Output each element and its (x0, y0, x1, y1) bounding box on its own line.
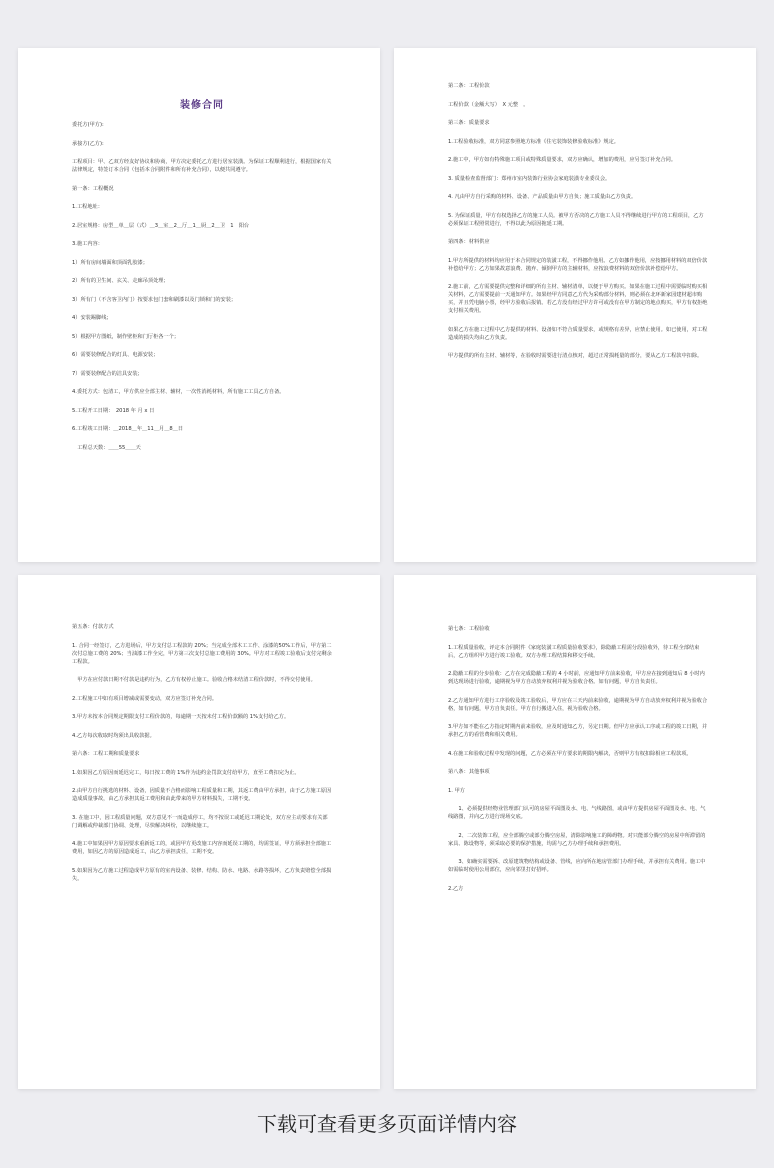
paragraph: 2.施工中，甲方如有特殊施工项目或特殊质量要求，双方应确认，增加的费用，应另签订补充合同。 (448, 157, 677, 163)
page-2-text (448, 82, 708, 360)
paragraph: 第七条：工程验收 (448, 626, 490, 632)
paragraph: 7）需要装修配合的洁具安装； (72, 370, 143, 377)
paragraph: 3.甲方未按本合同规定期限支付工程价款的，每逾期一天按未付工程价款额的 1%支付给乙方。 (72, 714, 290, 720)
paragraph: 如果乙方在施工过程中乙方提供的材料、设备如不符合质量要求，或规格有差异，应禁止使用。如已使用，对工程造成的损失均由乙方负责。 (448, 326, 708, 341)
paragraph: 2、二次装饰工程，应全部腾空或部分腾空房屋，清除影响施工的障碍物。对只能部分腾空的房屋中所滞留的家具、陈设物等，须采取必要的保护措施，均需与乙方办理手续和承担费用。 (448, 832, 706, 847)
contract-page-1 (18, 48, 380, 562)
page-3-content (72, 623, 332, 893)
download-more-prompt[interactable]: 下载可查看更多页面详情内容 (257, 1112, 517, 1136)
page-3-text (72, 623, 332, 883)
paragraph: 5.工程开工日期： 2018 年 月 x 日 (72, 407, 155, 414)
paragraph: 2.隐蔽工程的分步验收：乙方在完成隐蔽工程的 4 小时前，应通知甲方前来验收，甲方应在接到通知后 8 小时内到达现场进行验收，逾期视为甲方自动放弃权利并视为验收合格。如有问题，甲方自负责任。 (448, 671, 705, 685)
paragraph: 1.工程质量验收，评定本合同附件《家庭装潢工程质量验收要求》，除隐蔽工程需分段验收外，待工程全部结束后，乙方组织甲方进行竣工验收。双方办理工程结算和移交手续。 (448, 644, 700, 659)
paragraph: 4.乙方每次收取时均须出具收款据。 (72, 732, 155, 739)
paragraph: 2.由甲方自行挑选的材料、设备，因质量不合格而影响工程质量和工期，其返工费由甲方承担，由于乙方施工原因造成质量事故，由乙方承担其返工费用和由此带来的甲方材料损失，工期不变。 (72, 788, 332, 802)
paragraph: 1. 甲方 (448, 787, 465, 794)
paragraph: 第四条：材料供应 (448, 239, 490, 245)
paragraph: 6.工程竣工日期：＿2018＿年＿11＿月＿8＿日 (72, 426, 184, 432)
paragraph: 1.如果因乙方原因而延迟完工，每日按工费的 1%作为违约金罚款支付给甲方，直至工费扣完为止。 (72, 769, 300, 776)
paragraph: 4. 凡由甲方自行采购的材料、设备、产品质量由甲方自负；施工质量由乙方负责。 (448, 194, 637, 200)
paragraph: 4）安装踢脚线； (72, 315, 112, 321)
page-4-text (448, 625, 708, 893)
paragraph: 5. 为保证质量，甲方有权选择乙方的施工人员。被甲方否决的乙方施工人员不得继续进行甲方的工程项目，乙方必须保证工程照常进行，不得以此为原因拖延工期。 (448, 212, 704, 227)
paragraph: 5.如果因为乙方施工过程造成甲方原有的室内设备、装修、结构、防水、电路、水路等损坏，乙方负责赔偿全部损失。 (72, 867, 332, 882)
paragraph: 甲方在应付款日期不付款是违约行为，乙方有权停止施工。验收合格未结清工程价款时，不得交付使用。 (72, 677, 316, 683)
contract-page-4 (394, 575, 756, 1089)
paragraph: 1. 合同一经签订，乙方进场后，甲方支付总工程款的 20%；当完成全部木工工作、涂漆的50%工作后，甲方第二次付总施工费的 20%；当油漆工作全完，甲方第三次支付总施工费用的 30%。甲方对工程竣工验收后支付完剩余工程款。 (72, 642, 332, 665)
paragraph: 1）所有房间墙面和顶面乳胶漆； (72, 259, 148, 266)
paragraph: 3）所有门（不含客卫内门）按要求包门套和刷漆以及门锁和门的安装； (72, 296, 237, 303)
paragraph: 4.施工中如果因甲方原因要求重新返工的，或因甲方更改施工内容而延误工期的，均需签证，甲方须承担全部施工费用，如因乙方的原因造成返工，由乙方承担责任，工期不变。 (72, 841, 332, 855)
page-4-content (448, 625, 708, 903)
paragraph: 委托方(甲方): (72, 122, 104, 128)
document-title: 装修合同 (180, 100, 224, 111)
paragraph: 工程项目：甲、乙双方经友好协议和协商，甲方决定委托乙方进行居室装潢。为保证工程顺利进行，根据国家有关法律规定，特签订本合同（包括本合同附件和所有补充合同），以便共同遵守。 (72, 159, 332, 173)
paragraph: 4.委托方式：包清工，甲方供应全部主材、辅材，一次性消耗材料，所有施工工具乙方自备。 (72, 389, 285, 395)
paragraph: 工程价款（金额大写） X 元整 。 (448, 101, 529, 108)
paragraph: 第三条：质量要求 (448, 120, 490, 126)
contract-page-2 (394, 48, 756, 562)
paragraph: 第一条：工程概况 (72, 185, 114, 192)
paragraph: 5）根据甲方图纸，制作壁柜和门厅柜各一个； (72, 333, 180, 340)
paragraph: 工程总天数：＿＿55＿＿天 (72, 444, 141, 451)
paragraph: 1.工程地址： (72, 204, 103, 210)
paragraph: 3. 质量检查监督部门：郑州市室内装饰行业协会家庭装潢专业委员会。 (448, 175, 611, 182)
paragraph: 第二条：工程价款 (448, 83, 490, 89)
paragraph: 6）需要装修配合的灯具、电源安装； (72, 352, 159, 358)
paragraph: 3.施工内容： (72, 241, 103, 247)
paragraph: 3、如确实需要拆、改原建筑物结构或设备、管线，应向所在地房管部门办理手续，并承担有关费用。施工中如需临时使用公用部位，应向邻里打好招呼。 (448, 859, 706, 873)
paragraph: 2.工程施工中如有项目增减或需要变动，双方应签订补充合同。 (72, 695, 218, 702)
paragraph: 第八条：其他事项 (448, 769, 490, 775)
paragraph: 1.工程验收标准，双方同意参照地方标准《住宅装饰装修验收标准》规定。 (448, 138, 619, 145)
paragraph: 2）所有的卫生间、玄关、走廊吊顶处理； (72, 278, 169, 284)
paragraph: 2.乙方 (448, 885, 464, 892)
paragraph: 3. 在施工中，因工程质量问题，双方意见不一而造成停工，均不按误工或延迟工期论处，双方应主动要求有关部门调解或仲裁部门协调、处理，尽快解决纠纷，以继续施工。 (72, 814, 328, 829)
paragraph: 2.乙方通知甲方进行工序验收及竣工验收后，甲方应在三天内前来验收，逾期视为甲方自动放弃权利并视为验收合格，如有问题，甲方自负责任。甲方自行搬进入住，视为验收合格。 (448, 697, 708, 712)
page-1-content (72, 96, 332, 462)
paragraph: 第六条：工程工期和质量要求 (72, 751, 140, 757)
paragraph: 1、必须提供经物业管理部门认可的房屋平面图及水、电、气线路图，或由甲方提供房屋平面图及水、电、气线路图，并向乙方进行现场交底。 (448, 806, 706, 820)
paragraph: 承接方(乙方): (72, 140, 104, 147)
page-1-text (72, 121, 332, 452)
paragraph: 甲方提供的所有主材、辅材等，在验收时需要进行清点核对，超过正常损耗量的部分，要从乙方工程款中扣除。 (448, 353, 703, 359)
paragraph: 4.在施工和验收过程中发现的问题，乙方必须在甲方要求的期限内解决，否则甲方有权扣除相应工程款项。 (448, 750, 692, 757)
paragraph: 2.居室规格：房型＿单＿层（式）＿3＿室＿2＿厅＿1＿厨＿2＿卫 1 阳台 (72, 222, 250, 229)
contract-page-3 (18, 575, 380, 1089)
page-2-content (448, 82, 708, 371)
paragraph: 第五条：付款方式 (72, 624, 114, 630)
paragraph: 2.施工前，乙方需要提供完整和详细的所有主材、辅材清单，以便于甲方购买。如果在施工过程中需要临时购买相关材料，乙方需要提前一天通知甲方。如果经甲方同意乙方代为采购部分材料，则必须在北环新家园建材超市购买，并且凭电脑小票，经甲方验收后报销。若乙方没有经过甲方许可或没有在甲方制定的地点购买，甲方有权拒绝支付相关费用。 (448, 284, 708, 314)
paragraph: 1.甲方所提供的材料均应用于本合同规定的装潢工程，不得挪作他用。乙方如挪作他用，应按挪用材料的双倍价款补偿给甲方；乙方如果故意浪费、抛弃、倾倒甲方的主辅材料，应按浪费材料的双倍价款补偿给甲方。 (448, 257, 708, 272)
paragraph: 3.甲方如不能在乙方指定时期内前来验收，应及时通知乙方，另定日期。但甲方应承认工序或工程的竣工日期，并承担乙方的看管费和相关费用。 (448, 724, 708, 738)
